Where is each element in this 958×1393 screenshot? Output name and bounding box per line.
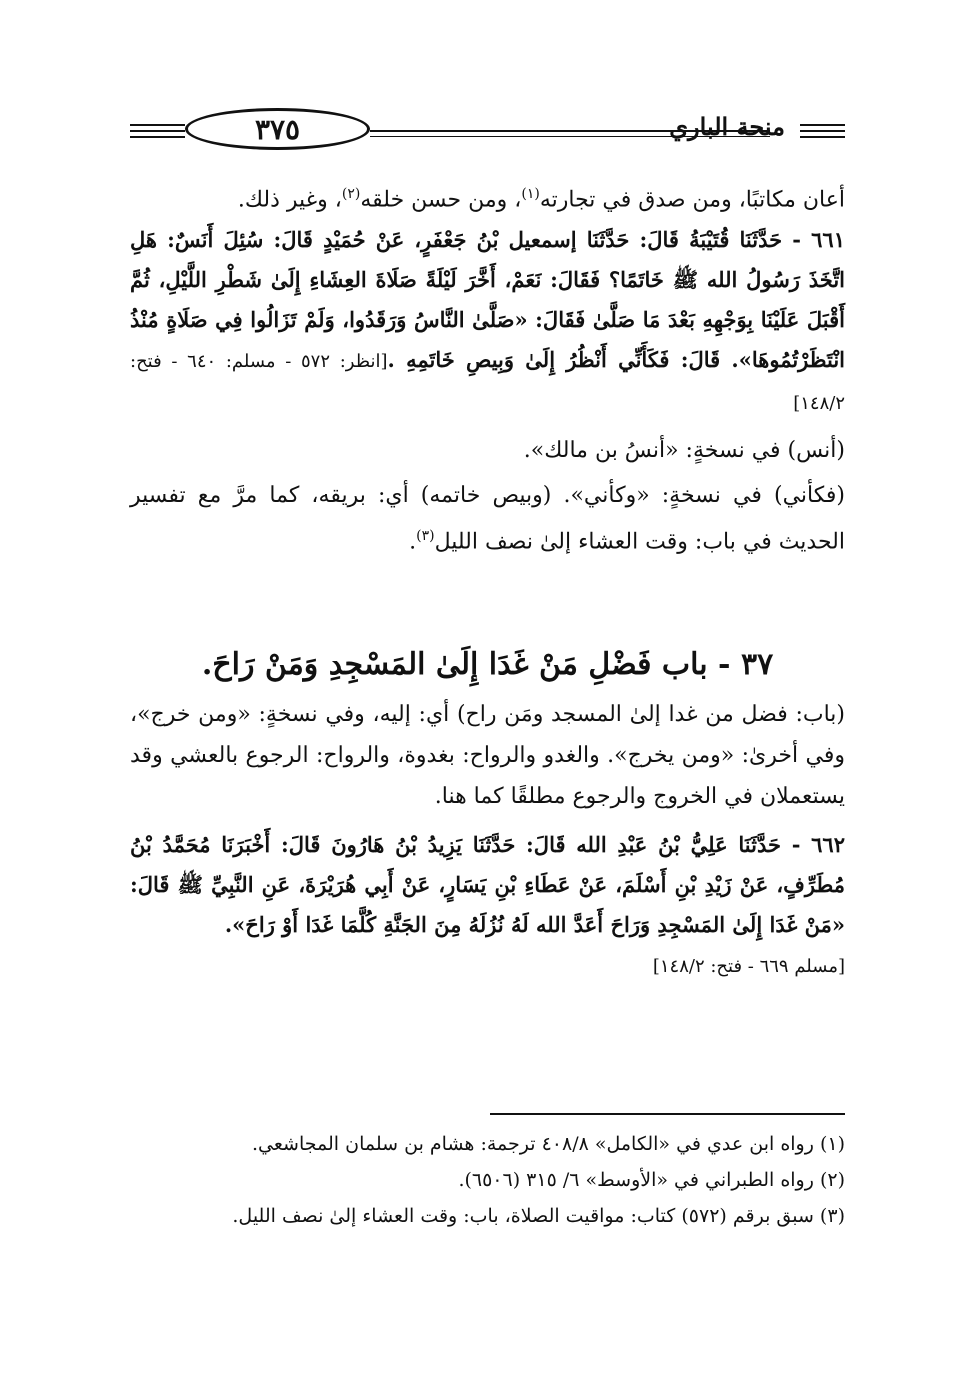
hadith-661-text: ٦٦١ - حَدَّثَنَا قُتَيْبَةُ قَالَ: حَدَّثَنَا إسمعيل بْنُ جَعْفَرٍ، عَنْ حُمَيْدٍ قَالَ: سُئِلَ أَنَسٌ: هَلِ اتَّخَذَ رَسُولُ الله ﷺ خَاتَمًا؟ فَقَالَ: نَعَمْ، أَخَّرَ لَيْلَةً صَلَاةَ العِشَاءِ إِلَىٰ شَطْرِ اللَّيْلِ، ثُمَّ أَقْبَلَ عَلَيْنَا بِوَجْهِهِ بَعْدَ مَا صَلَّىٰ فَقَالَ: «صَلَّىٰ النَّاسُ وَرَقَدُوا، وَلَمْ تَزَالُوا فِي صَلَاةٍ مُنْذُ انْتَظَرْتُمُوهَا». قَالَ: فَكَأَنِّي أَنْظُرُ إِلَىٰ وَبِيصِ خَاتَمِهِ . xyxy=(130,227,846,373)
book-title: منحة الباري xyxy=(669,112,785,141)
chapter-heading: ٣٧ - باب فَضْلِ مَنْ غَدَا إِلَىٰ المَسْجِدِ وَمَنْ رَاحَ. xyxy=(201,647,774,682)
intro-line: أعان مكاتبًا، ومن صدق في تجارته$^{(١)}$، ومن حسن خلقه$^{(٢)}$، وغير ذلك. xyxy=(237,186,845,213)
note-1: (أنس) في نسخةٍ: «أنسُ بن مالك». xyxy=(523,438,845,464)
header-rule xyxy=(130,124,185,126)
hadith-662-ref: [مسلم ٦٦٩ - فتح: ١٤٨/٢] xyxy=(652,956,845,977)
page-number: ٣٧٥ xyxy=(185,108,370,150)
header-rule xyxy=(800,130,845,132)
chapter-commentary: (باب: فضل من غدا إلىٰ المسجد ومَن راح) أي: إليه، وفي نسخةٍ: «ومن خرج»، وفي أخرىٰ: «ومن يخرج». والغدو والرواح: بغدوة، والرواح: الرجوع بالعشي وقد يستعملان في الخروج والرجوع مطلقًا كما هنا. xyxy=(130,702,845,809)
footnote-2: (٢) رواه الطبراني في «الأوسط» ٦/ ٣١٥ (٦٥٠٦). xyxy=(458,1169,845,1191)
hadith-661-ref: [انظر: ٥٧٢ - مسلم: ٦٤٠ - فتح: ١٤٨/٢] xyxy=(130,351,845,415)
footnote-1: (١) رواه ابن عدي في «الكامل» ٤٠٨/٨ ترجمة: هشام بن سلمان المجاشعي. xyxy=(252,1133,845,1155)
note-2: (فكأني) في نسخةٍ: «وكأني». (وبيص خاتمه) أي: بريقه، كما مرَّ مع تفسير الحديث في باب: وقت العشاء إلىٰ نصف الليل$^{(٣)}$. xyxy=(130,483,845,555)
footnote-3: (٣) سبق برقم (٥٧٢) كتاب: مواقيت الصلاة، باب: وقت العشاء إلىٰ نصف الليل. xyxy=(232,1205,845,1227)
header-rule xyxy=(800,124,845,126)
page-header xyxy=(130,100,845,160)
hadith-661 xyxy=(130,220,845,424)
main-text xyxy=(130,174,845,563)
chapter-section xyxy=(130,640,845,987)
header-rule xyxy=(130,130,185,132)
footnotes xyxy=(130,1126,845,1234)
header-rule xyxy=(130,136,185,138)
hadith-662-text: ٦٦٢ - حَدَّثَنَا عَلِيُّ بْنُ عَبْدِ الله قَالَ: حَدَّثَنَا يَزِيدُ بْنُ هَارُونَ قَالَ: أَخْبَرَنَا مُحَمَّدُ بْنُ مُطَرِّفٍ، عَنْ زَيْدِ بْنِ أَسْلَمَ، عَنْ عَطَاءِ بْنِ يَسَارٍ، عَنْ أَبِي هُرَيْرَةَ، عَنِ النَّبِيِّ ﷺ قَالَ: «مَنْ غَدَا إِلَىٰ المَسْجِدِ وَرَاحَ أَعَدَّ الله لَهُ نُزُلَهُ مِنَ الجَنَّةِ كُلَّمَا غَدَا أَوْ رَاحَ». xyxy=(130,832,845,937)
header-rule xyxy=(800,136,845,138)
footnote-separator xyxy=(490,1113,845,1115)
hadith-662 xyxy=(130,825,845,987)
